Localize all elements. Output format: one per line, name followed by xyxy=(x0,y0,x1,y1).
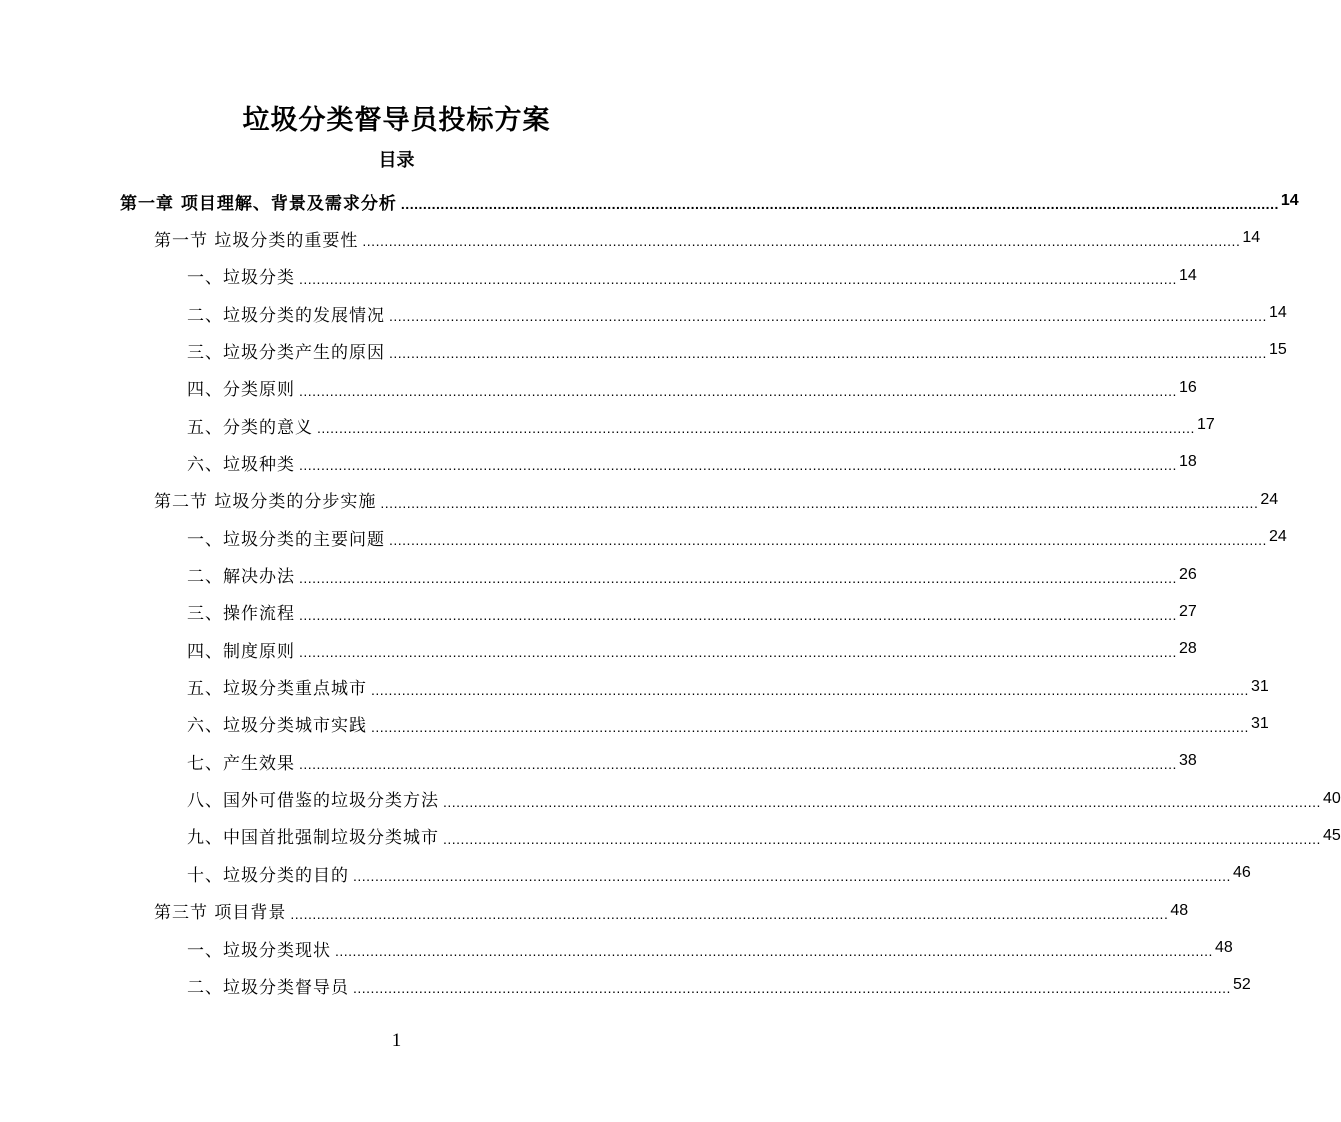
toc-dot-leader: ........................................................................................................................................................................................................ xyxy=(362,233,1241,250)
toc-dot-leader: ........................................................................................................................................................................................................ xyxy=(380,494,1259,511)
toc-entry-label: 第二节 垃圾分类的分步实施 xyxy=(154,492,377,513)
toc-entry-page: 27 xyxy=(1178,602,1197,620)
toc-entry[interactable] xyxy=(187,631,1197,667)
toc-entry-page: 24 xyxy=(1260,490,1279,508)
toc-entry[interactable] xyxy=(187,519,1287,555)
toc-entry[interactable] xyxy=(187,743,1197,779)
toc-entry-label: 五、垃圾分类重点城市 xyxy=(187,679,367,700)
toc-entry[interactable] xyxy=(187,855,1251,891)
toc-dot-leader: ........................................................................................................................................................................................................ xyxy=(353,980,1231,997)
toc-entry-label: 四、制度原则 xyxy=(187,641,295,662)
toc-entry-label: 二、垃圾分类督导员 xyxy=(187,977,349,998)
toc-entry-page: 24 xyxy=(1268,528,1287,546)
toc-dot-leader: ........................................................................................................................................................................................................ xyxy=(299,569,1177,586)
toc-dot-leader: ........................................................................................................................................................................................................ xyxy=(389,308,1267,325)
toc-entry-page: 14 xyxy=(1268,304,1287,322)
toc-dot-leader: ........................................................................................................................................................................................................ xyxy=(335,943,1213,959)
toc-entry-label: 第一章 项目理解、背景及需求分析 xyxy=(120,193,397,214)
toc-dot-leader: ........................................................................................................................................................................................................ xyxy=(400,196,1279,212)
toc-entry[interactable] xyxy=(154,893,1189,929)
toc-entry-label: 十、垃圾分类的目的 xyxy=(187,865,349,886)
toc-entry[interactable] xyxy=(187,407,1215,443)
toc-dot-leader: ........................................................................................................................................................................................................ xyxy=(353,868,1231,885)
toc-entry-label: 八、国外可借鉴的垃圾分类方法 xyxy=(187,791,439,812)
toc-dot-leader: ........................................................................................................................................................................................................ xyxy=(299,756,1177,773)
document-title: 垃圾分类督导员投标方案 xyxy=(242,105,551,136)
toc-dot-leader: ........................................................................................................................................................................................................ xyxy=(443,830,1321,847)
toc-dot-leader: ........................................................................................................................................................................................................ xyxy=(299,606,1177,623)
toc-entry-label: 一、垃圾分类 xyxy=(187,268,295,289)
toc-dot-leader: ........................................................................................................................................................................................................ xyxy=(299,382,1177,399)
toc-dot-leader: ........................................................................................................................................................................................................ xyxy=(443,793,1321,810)
toc-dot-leader: ........................................................................................................................................................................................................ xyxy=(317,420,1195,437)
toc-heading: 目录 xyxy=(378,150,415,171)
toc-entry-page: 38 xyxy=(1178,752,1197,770)
toc-entry[interactable] xyxy=(187,444,1197,480)
toc-entry-page: 18 xyxy=(1178,453,1197,471)
toc-entry-page: 45 xyxy=(1322,826,1341,844)
toc-entry[interactable] xyxy=(187,669,1269,705)
page-number: 1 xyxy=(391,1030,402,1051)
toc-entry-label: 九、中国首批强制垃圾分类城市 xyxy=(187,828,439,849)
toc-entry-page: 14 xyxy=(1178,266,1197,284)
toc-entry-page: 52 xyxy=(1232,976,1251,994)
toc-dot-leader: ........................................................................................................................................................................................................ xyxy=(299,270,1177,287)
toc-entry-label: 六、垃圾种类 xyxy=(187,454,295,475)
toc-dot-leader: ........................................................................................................................................................................................................ xyxy=(290,905,1169,922)
toc-dot-leader: ........................................................................................................................................................................................................ xyxy=(389,345,1267,362)
toc-entry[interactable] xyxy=(187,557,1197,593)
toc-entry-page: 40 xyxy=(1322,789,1341,807)
toc-entry-page: 48 xyxy=(1170,901,1189,919)
toc-entry-label: 六、垃圾分类城市实践 xyxy=(187,716,367,737)
toc-entry[interactable] xyxy=(154,220,1261,256)
toc-entry-page: 26 xyxy=(1178,565,1197,583)
toc-entry[interactable] xyxy=(187,818,1341,854)
toc-entry[interactable] xyxy=(120,183,1299,219)
toc-entry[interactable] xyxy=(187,370,1197,406)
toc-entry-label: 一、垃圾分类的主要问题 xyxy=(187,529,385,550)
toc-entry-page: 14 xyxy=(1280,192,1299,209)
toc-dot-leader: ........................................................................................................................................................................................................ xyxy=(371,718,1249,735)
toc-entry-label: 五、分类的意义 xyxy=(187,417,313,438)
toc-entry-page: 14 xyxy=(1242,229,1261,247)
toc-entry-page: 15 xyxy=(1268,341,1287,359)
toc-entry[interactable] xyxy=(154,482,1279,518)
toc-entry[interactable] xyxy=(187,706,1269,742)
toc-entry-page: 48 xyxy=(1214,939,1233,956)
toc-dot-leader: ........................................................................................................................................................................................................ xyxy=(299,457,1177,474)
toc-dot-leader: ........................................................................................................................................................................................................ xyxy=(389,532,1267,549)
toc-entry-label: 三、操作流程 xyxy=(187,604,295,625)
toc-dot-leader: ........................................................................................................................................................................................................ xyxy=(299,644,1177,661)
toc-entry[interactable] xyxy=(187,258,1197,294)
toc-entry[interactable] xyxy=(187,594,1197,630)
toc-entry-page: 17 xyxy=(1196,416,1215,434)
toc-entry-label: 四、分类原则 xyxy=(187,380,295,401)
toc-entry-label: 第一节 垃圾分类的重要性 xyxy=(154,230,359,251)
toc-entry-page: 28 xyxy=(1178,640,1197,658)
toc-entry[interactable] xyxy=(187,967,1251,1003)
toc-entry-page: 31 xyxy=(1250,677,1269,695)
toc-entry-label: 三、垃圾分类产生的原因 xyxy=(187,342,385,363)
toc-entry[interactable] xyxy=(187,930,1233,966)
toc-entry-label: 一、垃圾分类现状 xyxy=(187,940,331,961)
toc-entry[interactable] xyxy=(187,295,1287,331)
toc-entry-label: 二、垃圾分类的发展情况 xyxy=(187,305,385,326)
toc-entry-label: 七、产生效果 xyxy=(187,753,295,774)
toc-dot-leader: ........................................................................................................................................................................................................ xyxy=(371,681,1249,698)
toc-entry-label: 第三节 项目背景 xyxy=(154,903,287,924)
toc-entry-label: 二、解决办法 xyxy=(187,567,295,587)
toc-entry-page: 31 xyxy=(1250,714,1269,732)
toc-entry[interactable] xyxy=(187,332,1287,368)
toc-entry-page: 46 xyxy=(1232,864,1251,882)
toc-entry[interactable] xyxy=(187,781,1341,817)
toc-entry-page: 16 xyxy=(1178,378,1197,396)
